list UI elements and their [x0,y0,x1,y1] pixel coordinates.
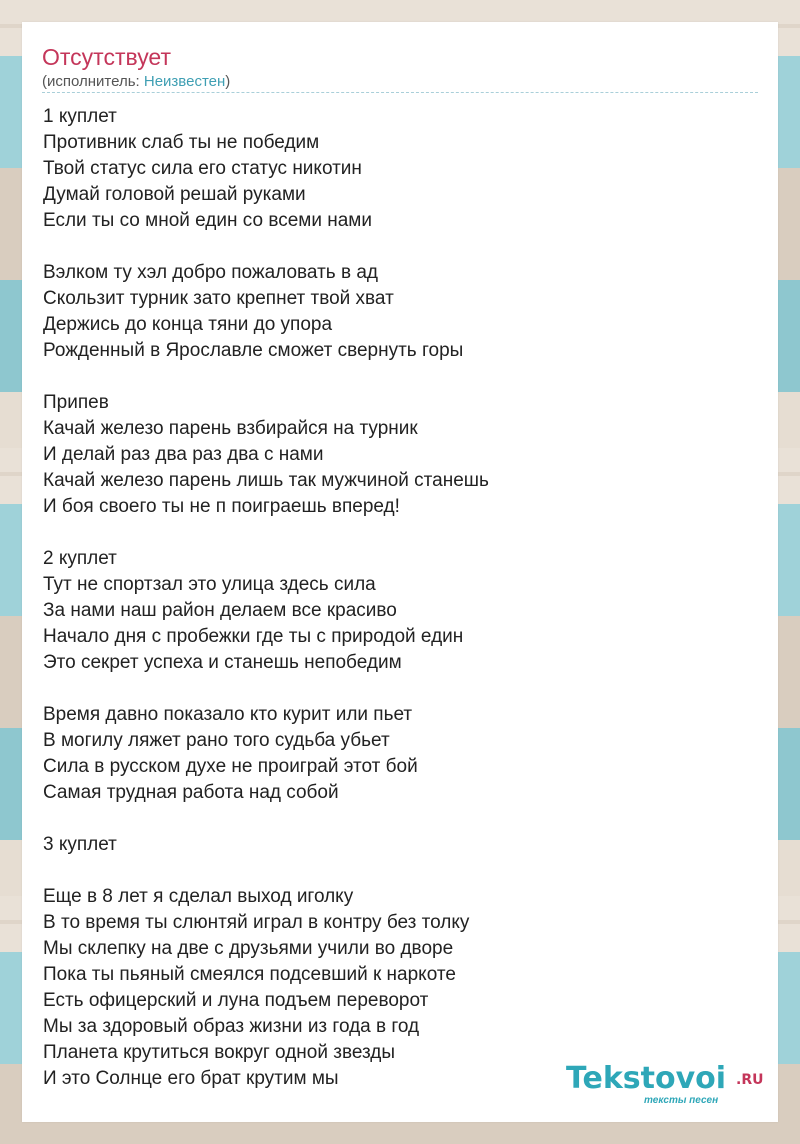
lyric-line: Пока ты пьяный смеялся подсевший к наркоте [43,964,456,985]
lyric-line: Держись до конца тяни до упора [43,314,333,335]
lyric-line [43,806,753,832]
logo-tagline: тексты песен [644,1095,719,1106]
lyric-line: Это секрет успеха и станешь непобедим [43,652,402,673]
lyric-line: Время давно показало кто курит или пьет [43,704,413,725]
lyric-line: Качай железо парень взбирайся на турник [43,418,418,439]
lyric-line: Противник слаб ты не победим [43,132,320,153]
lyric-line [43,676,753,702]
lyric-line: Еще в 8 лет я сделал выход иголку [43,886,354,907]
lyric-line [43,364,753,390]
lyric-line: Начало дня с пробежки где ты с природой един [43,626,464,647]
artist-prefix: (исполнитель: [42,73,144,90]
logo-wordmark: Tekstovoi [566,1061,727,1096]
artist-line [42,72,230,92]
lyric-line: Рожденный в Ярославле сможет свернуть горы [43,340,464,361]
lyrics-card [22,22,778,1122]
lyric-line: В могилу ляжет рано того судьба убьет [43,730,390,751]
lyric-line: Качай железо парень лишь так мужчиной станешь [43,470,489,491]
lyric-line: Скользит турник зато крепнет твой хват [43,288,394,309]
lyric-line: За нами наш район делаем все красиво [43,600,397,621]
lyric-line: 2 куплет [43,548,117,569]
lyric-line: Сила в русском духе не проиграй этот бой [43,756,418,777]
lyric-line: И боя своего ты не п поиграешь вперед! [43,496,400,517]
logo-domain: .RU [736,1072,764,1088]
lyric-line: Мы за здоровый образ жизни из года в год [43,1016,420,1037]
lyric-line: Припев [43,392,109,413]
lyric-line: Мы склепку на две с друзьями учили во дворе [43,938,454,959]
lyric-line: Если ты со мной един со всеми нами [43,210,372,231]
lyric-line [43,234,753,260]
lyric-line [43,858,753,884]
lyric-line: 3 куплет [43,834,117,855]
lyric-line: В то время ты слюнтяй играл в контру без толку [43,912,470,933]
lyric-line: И делай раз два раз два с нами [43,444,324,465]
header-divider [42,92,758,93]
lyric-line: Твой статус сила его статус никотин [43,158,362,179]
site-logo[interactable] [566,1062,770,1112]
lyric-line: Самая трудная работа над собой [43,782,339,803]
artist-suffix: ) [225,73,231,90]
lyric-line: Думай головой решай руками [43,184,306,205]
lyric-line: И это Солнце его брат крутим мы [43,1068,339,1089]
lyric-line: Вэлком ту хэл добро пожаловать в ад [43,262,378,283]
song-title: Отсутствует [42,44,171,70]
lyric-line: 1 куплет [43,106,117,127]
lyrics-body [43,104,753,1092]
lyric-line: Тут не спортзал это улица здесь сила [43,574,376,595]
lyric-line: Есть офицерский и луна подъем переворот [43,990,429,1011]
lyric-line [43,520,753,546]
artist-link[interactable]: Неизвестен [143,73,226,90]
lyric-line: Планета крутиться вокруг одной звезды [43,1042,396,1063]
